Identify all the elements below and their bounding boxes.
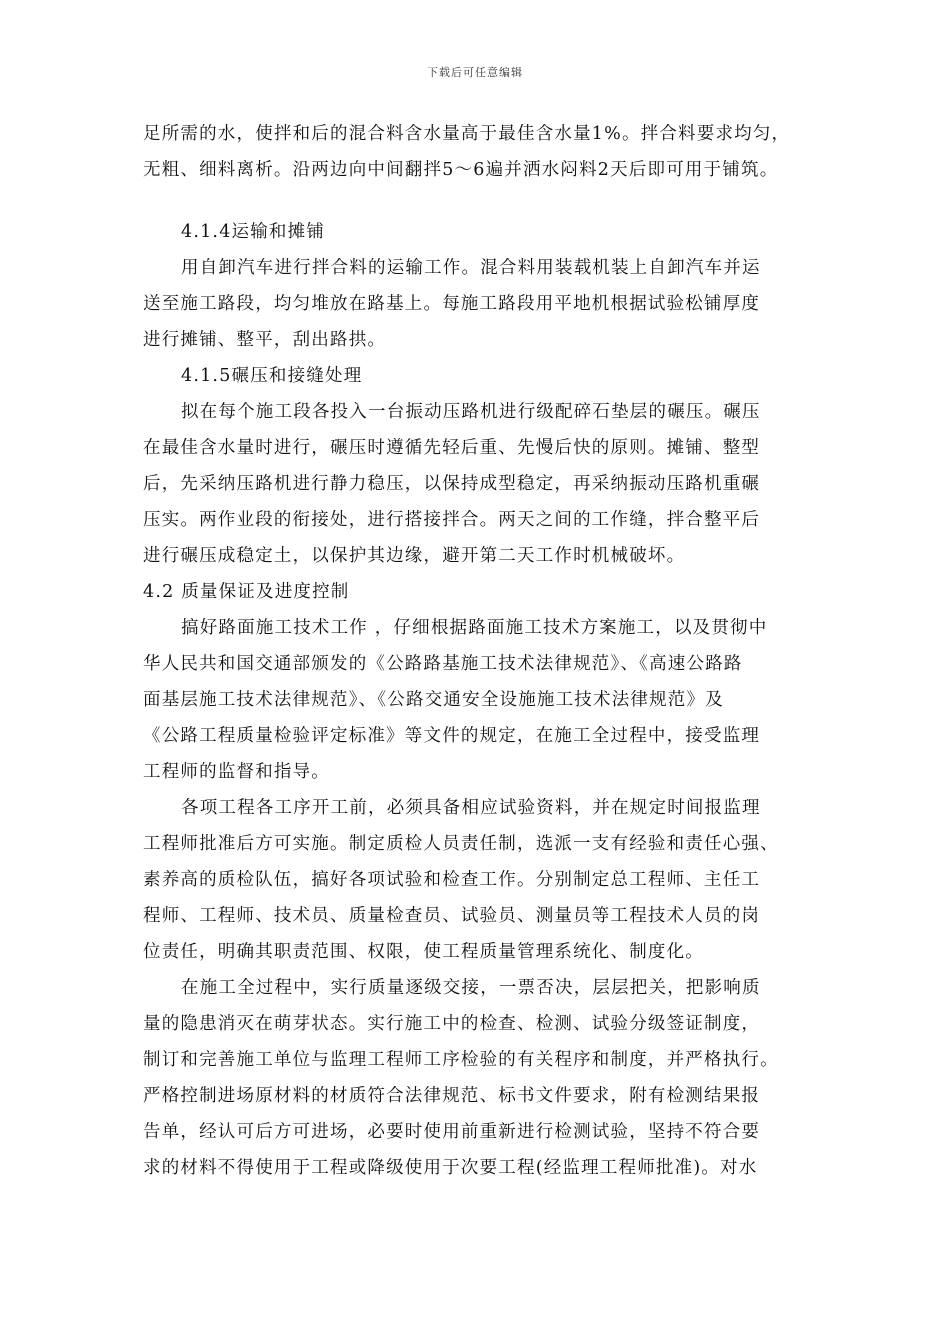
paragraph-inspection-staff	[143, 790, 823, 970]
text-line: 严格控制进场原材料的材质符合法律规范、标书文件要求，附有检测结果报	[143, 1086, 761, 1106]
text-line: 无粗、细料离析。沿两边向中间翻拌5～6遍并洒水闷料2天后即可用于铺筑。	[143, 160, 779, 180]
text-line: 压实。两作业段的衔接处，进行搭接拌合。两天之间的工作缝，拌合整平后	[143, 510, 761, 530]
text-line: 进行碾压成稳定土，以保护其边缘，避开第二天工作时机械破坏。	[143, 546, 686, 566]
text-line: 各项工程各工序开工前，必须具备相应试验资料，并在规定时间报监理	[181, 798, 761, 818]
paragraph-compaction	[143, 394, 823, 574]
text-line: 送至施工路段，均匀堆放在路基上。每施工路段用平地机根据试验松铺厚度	[143, 294, 761, 314]
paragraph-mix-requirements	[143, 116, 823, 188]
text-line: 面基层施工技术法律规范》、《公路交通安全设施施工技术法律规范》及	[143, 690, 724, 710]
text-line: 在施工全过程中，实行质量逐级交接，一票否决，层层把关，把影响质	[181, 978, 761, 998]
section-heading-4-1-4: 4.1.4运输和摊铺	[181, 222, 326, 242]
text-line: 《公路工程质量检验评定标准》等文件的规定，在施工全过程中，接受监理	[143, 726, 761, 746]
text-line: 足所需的水，使拌和后的混合料含水量高于最佳含水量1%。拌合料要求均匀，	[143, 124, 791, 144]
text-line: 在最佳含水量时进行，碾压时遵循先轻后重、先慢后快的原则。摊铺、整型	[143, 438, 761, 458]
text-line: 告单，经认可后方可进场，必要时使用前重新进行检测试验，坚持不符合要	[143, 1122, 761, 1142]
document-body	[143, 116, 823, 1186]
text-line: 用自卸汽车进行拌合料的运输工作。混合料用装载机装上自卸汽车并运	[181, 258, 761, 278]
section-heading-4-2: 4.2 质量保证及进度控制	[143, 582, 350, 602]
text-line: 制订和完善施工单位与监理工程师工序检验的有关程序和制度，并严格执行。	[143, 1050, 779, 1070]
text-line: 位责任，明确其职责范围、权限，使工程质量管理系统化、制度化。	[143, 942, 704, 962]
paragraph-quality-control	[143, 970, 823, 1186]
text-line: 华人民共和国交通部颁发的《公路路基施工技术法律规范》、《高速公路路	[143, 654, 743, 674]
text-line: 工程师批准后方可实施。制定质检人员责任制，选派一支有经验和责任心强、	[143, 834, 779, 854]
text-line: 素养高的质检队伍，搞好各项试验和检查工作。分别制定总工程师、主任工	[143, 870, 761, 890]
text-line: 求的材料不得使用于工程或降级使用于次要工程(经监理工程师批准)。对水	[143, 1158, 758, 1178]
paragraph-transport	[143, 250, 823, 358]
text-line: 进行摊铺、整平，刮出路拱。	[143, 330, 387, 350]
page-header: 下载后可任意编辑	[427, 66, 523, 79]
text-line: 程师、工程师、技术员、质量检查员、试验员、测量员等工程技术人员的岗	[143, 906, 761, 926]
text-line: 后，先采纳压路机进行静力稳压，以保持成型稳定，再采纳振动压路机重碾	[143, 474, 761, 494]
text-line: 拟在每个施工段各投入一台振动压路机进行级配碎石垫层的碾压。碾压	[181, 402, 761, 422]
paragraph-quality-standards	[143, 610, 823, 790]
text-line: 工程师的监督和指导。	[143, 762, 330, 782]
text-line: 量的隐患消灭在萌芽状态。实行施工中的检查、检测、试验分级签证制度，	[143, 1014, 761, 1034]
section-heading-4-1-5: 4.1.5碾压和接缝处理	[181, 366, 363, 386]
paragraph-gap	[143, 188, 823, 214]
text-line: 搞好路面施工技术工作 ，仔细根据路面施工技术方案施工，以及贯彻中	[181, 618, 768, 638]
